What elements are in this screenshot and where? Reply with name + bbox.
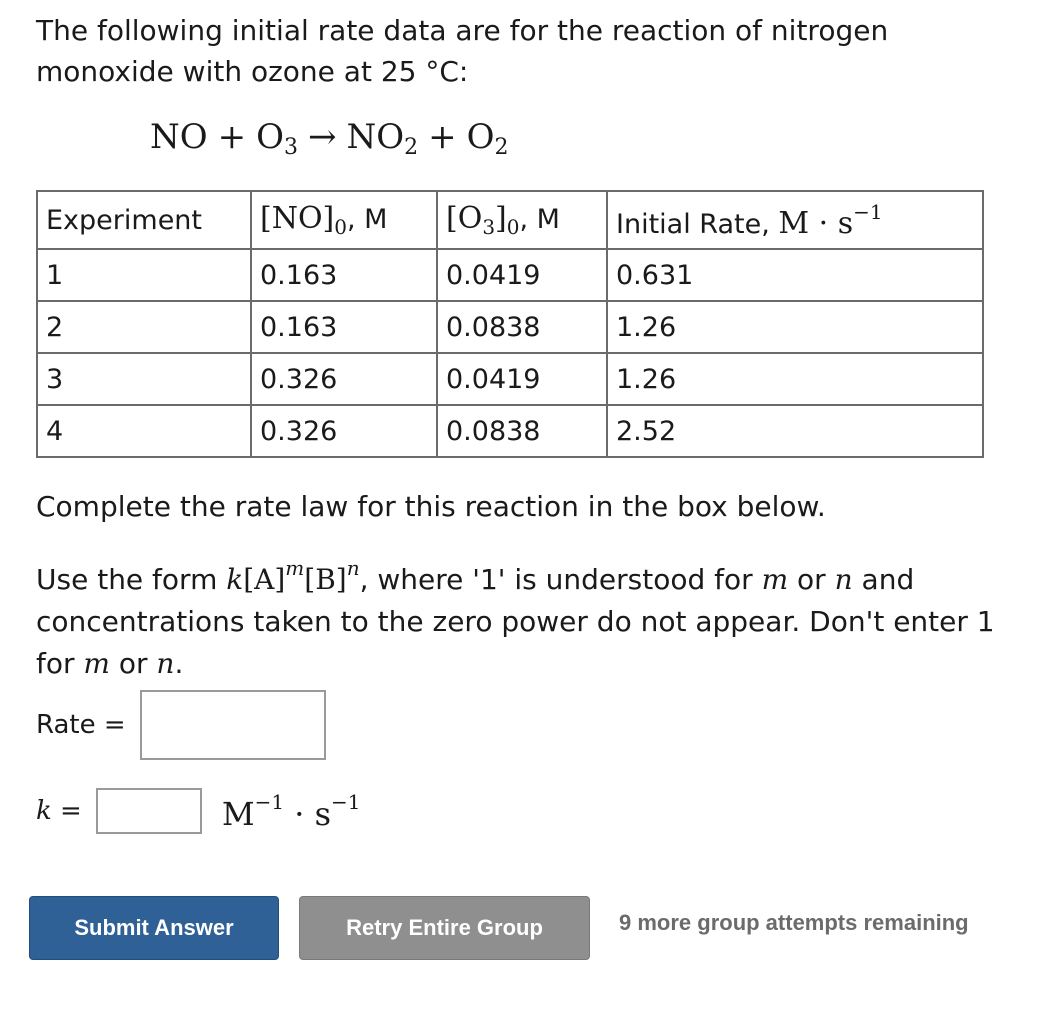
reactant-o3: $O_3$	[256, 117, 298, 160]
instruction-line: Complete the rate law for this reaction in the box below.	[36, 490, 826, 523]
rate-law-form: $k[A]^m[B]^n$	[226, 556, 360, 596]
intro-text: The following initial rate data are for the reaction of nitrogen monoxide with ozone at 25 °C:	[36, 14, 889, 88]
header-experiment: Experiment	[37, 191, 251, 249]
cell-experiment: 4	[37, 405, 251, 457]
instruction-form: Use the form $k[A]^m[B]^n$, where '1' is understood for m or n and concentrations taken to the zero power do not appear. Don't enter 1 for m or n.	[36, 556, 995, 680]
reaction-equation	[150, 117, 509, 160]
cell-rate: 0.631	[607, 249, 983, 301]
header-o3-concentration: $[O_3]_0$, M	[437, 191, 607, 249]
product-o2: $O_2$	[466, 117, 509, 160]
cell-no: 0.326	[251, 405, 437, 457]
table-row	[37, 405, 983, 457]
product-no2: $NO_2$	[346, 117, 419, 160]
cell-rate: 1.26	[607, 353, 983, 405]
submit-answer-button[interactable]: Submit Answer	[29, 896, 279, 960]
plus-sign: +	[428, 117, 457, 157]
cell-experiment: 1	[37, 249, 251, 301]
rate-data-table	[36, 190, 984, 458]
table-row	[37, 353, 983, 405]
cell-rate: 1.26	[607, 301, 983, 353]
cell-o3: 0.0419	[437, 249, 607, 301]
cell-o3: 0.0419	[437, 353, 607, 405]
k-label: k =	[36, 796, 82, 826]
rate-law-row	[36, 690, 326, 760]
cell-o3: 0.0838	[437, 301, 607, 353]
cell-no: 0.163	[251, 301, 437, 353]
cell-no: 0.163	[251, 249, 437, 301]
rate-constant-row	[36, 788, 361, 834]
reaction-arrow: →	[308, 117, 337, 157]
cell-experiment: 2	[37, 301, 251, 353]
plus-sign: +	[217, 117, 247, 157]
rate-law-input[interactable]	[140, 690, 326, 760]
header-initial-rate: Initial Rate, $M \cdot s^{-1}$	[607, 191, 983, 249]
cell-no: 0.326	[251, 353, 437, 405]
cell-rate: 2.52	[607, 405, 983, 457]
cell-o3: 0.0838	[437, 405, 607, 457]
table-header-row	[37, 191, 983, 249]
reactant-no: NO	[150, 117, 208, 157]
rate-constant-input[interactable]	[96, 788, 202, 834]
attempts-remaining-text: 9 more group attempts remaining	[619, 910, 969, 935]
retry-entire-group-button[interactable]: Retry Entire Group	[299, 896, 590, 960]
table-row	[37, 249, 983, 301]
rate-label: Rate =	[36, 710, 126, 740]
rate-constant-unit: $M^{-1} \cdot s^{-1}$	[221, 789, 361, 833]
table-row	[37, 301, 983, 353]
header-no-concentration: $[NO]_0$, M	[251, 191, 437, 249]
cell-experiment: 3	[37, 353, 251, 405]
